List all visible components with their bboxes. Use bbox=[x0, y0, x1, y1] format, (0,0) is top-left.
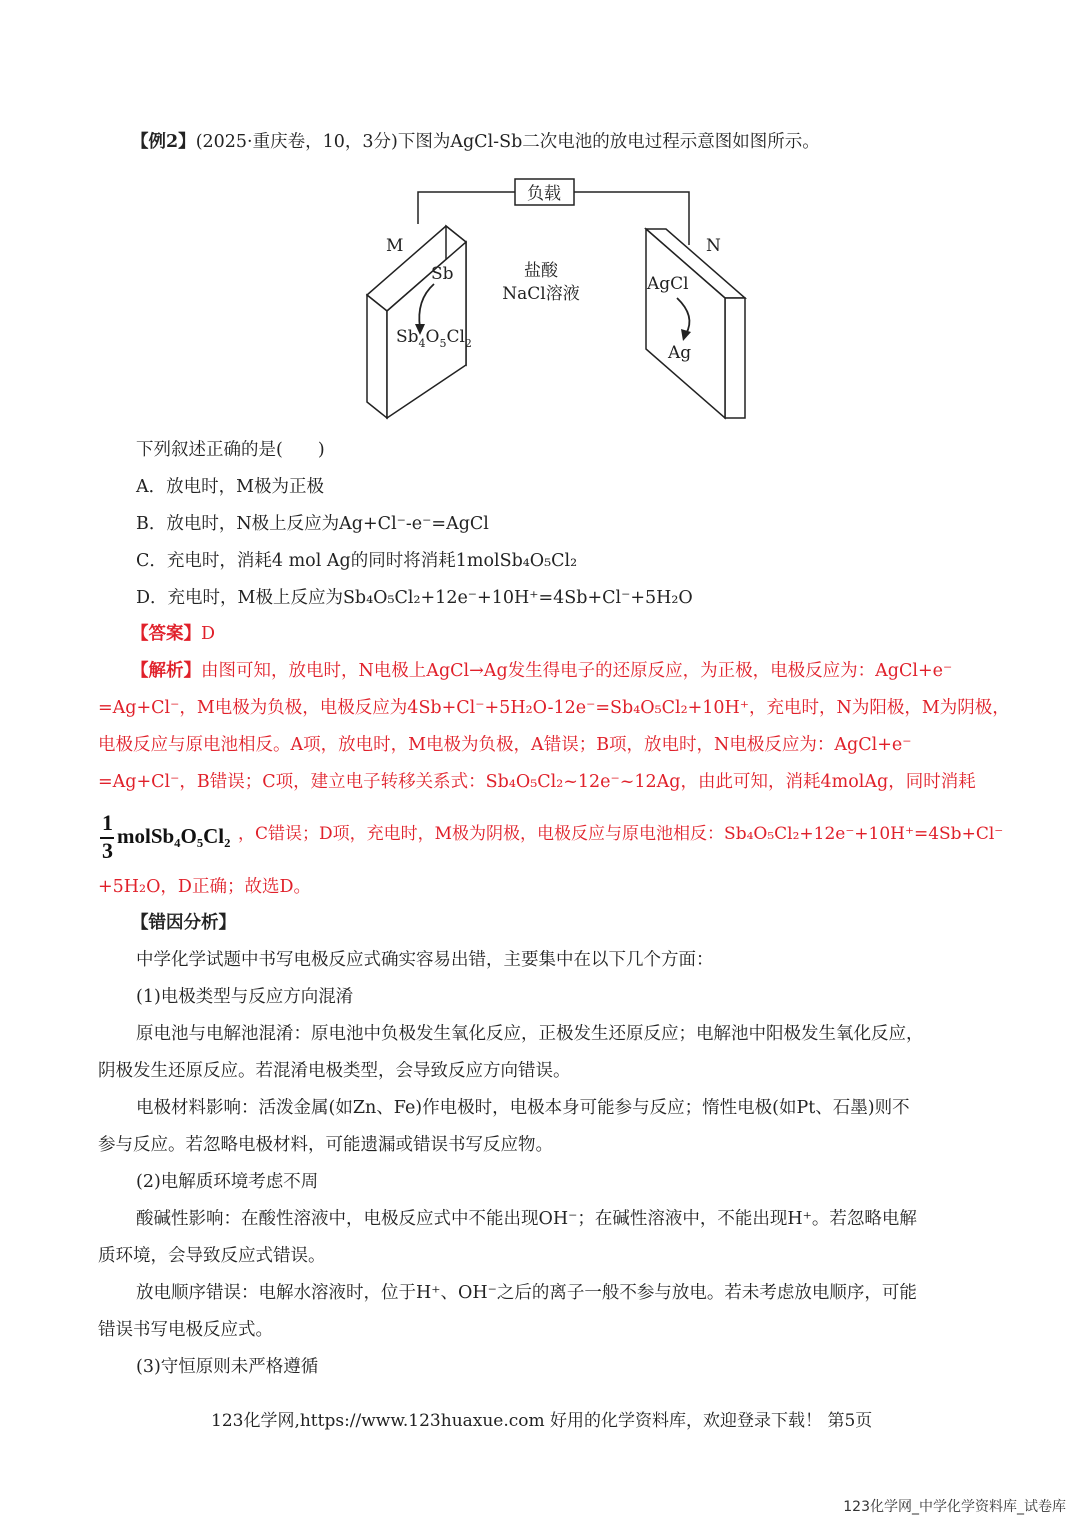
electrode-m bbox=[367, 226, 466, 418]
electrode-m-label: M bbox=[386, 236, 404, 256]
watermark: 123化学网_中学化学资料库_试卷库 bbox=[843, 1499, 1066, 1515]
battery-diagram bbox=[360, 172, 760, 424]
left-to-label: $Sb_4O_5Cl_2$ bbox=[396, 327, 472, 350]
answer-label: 【答案】 bbox=[131, 624, 201, 644]
option-c: C．充电时，消耗4 mol Ag的同时将消耗1molSb₄O₅Cl₂ bbox=[136, 551, 578, 571]
para-1-line-2: 阴极发生还原反应。若混淆电极类型，会导致反应方向错误。 bbox=[98, 1061, 571, 1081]
analysis-line-1: 【解析】由图可知，放电时，N电极上AgCl→Ag发生得电子的还原反应，为正极，电极反应为：AgCl+e⁻ bbox=[131, 661, 953, 681]
para-2-line-1: 电极材料影响：活泼金属(如Zn、Fe)作电极时，电极本身可能参与反应；惰性电极(如Pt、石墨)则不 bbox=[136, 1098, 910, 1118]
question-header bbox=[131, 130, 820, 154]
heading-2: (2)电解质环境考虑不周 bbox=[136, 1172, 319, 1192]
right-from-label: AgCl bbox=[647, 274, 689, 294]
left-from-label: Sb bbox=[431, 264, 454, 284]
page-footer: 123化学网,https://www.123huaxue.com 好用的化学资料库，欢迎登录下载！ 第5页 bbox=[211, 1411, 873, 1431]
electrode-n bbox=[646, 229, 745, 418]
electrode-n-label: N bbox=[706, 236, 721, 256]
para-3-line-2: 质环境，会导致反应式错误。 bbox=[98, 1246, 326, 1266]
heading-1: (1)电极类型与反应方向混淆 bbox=[136, 987, 354, 1007]
analysis-label: 【解析】 bbox=[131, 661, 201, 681]
fraction-substance: molSb₄O₅Cl₂ bbox=[117, 824, 231, 848]
para-2-line-2: 参与反应。若忽略电极材料，可能遗漏或错误书写反应物。 bbox=[98, 1135, 553, 1155]
example-tag: 【例2】 bbox=[131, 132, 196, 152]
analysis-line-5: ，C错误；D项，充电时，M极为阴极，电极反应与原电池相反：Sb₄O₅Cl₂+12e⁻+10H⁺=4Sb+Cl⁻ bbox=[238, 824, 1004, 844]
example-source: (2025·重庆卷，10，3分) bbox=[195, 132, 398, 152]
answer-value: D bbox=[201, 624, 216, 644]
option-b: B．放电时，N极上反应为Ag+Cl⁻-e⁻=AgCl bbox=[136, 514, 489, 534]
para-1-line-1: 原电池与电解池混淆：原电池中负极发生氧化反应，正极发生还原反应；电解池中阳极发生氧化反应， bbox=[136, 1024, 924, 1044]
error-analysis-intro: 中学化学试题中书写电极反应式确实容易出错，主要集中在以下几个方面： bbox=[136, 950, 714, 970]
analysis-line-3: 电极反应与原电池相反。A项，放电时，M电极为负极，A错误；B项，放电时，N电极反应为：AgCl+e⁻ bbox=[98, 735, 912, 755]
error-analysis-title: 【错因分析】 bbox=[131, 913, 236, 933]
load-label: 负载 bbox=[527, 184, 561, 204]
fraction-numerator: 1 bbox=[102, 810, 113, 835]
analysis-line-2: =Ag+Cl⁻，M电极为负极，电极反应为4Sb+Cl⁻+5H₂O-12e⁻=Sb₄O₅Cl₂+10H⁺，充电时，N为阳极，M为阴极， bbox=[98, 698, 1010, 718]
right-to-label: Ag bbox=[668, 343, 692, 363]
option-a: A．放电时，M极为正极 bbox=[136, 477, 325, 497]
electrolyte-hcl: 盐酸 bbox=[524, 261, 558, 281]
question-stem: 下列叙述正确的是( ) bbox=[136, 440, 325, 460]
electrolyte-nacl: NaCl溶液 bbox=[502, 284, 580, 304]
example-question: 下图为AgCl-Sb二次电池的放电过程示意图如图所示。 bbox=[397, 132, 820, 152]
answer bbox=[131, 622, 215, 646]
analysis-line-6: +5H₂O，D正确；故选D。 bbox=[98, 877, 311, 897]
para-4-line-1: 放电顺序错误：电解水溶液时，位于H⁺、OH⁻之后的离子一般不参与放电。若未考虑放电顺序，可能 bbox=[136, 1283, 917, 1303]
para-3-line-1: 酸碱性影响：在酸性溶液中，电极反应式中不能出现OH⁻；在碱性溶液中，不能出现H⁺。若忽略电解 bbox=[136, 1209, 917, 1229]
fraction-denominator: 3 bbox=[102, 838, 113, 863]
heading-3: (3)守恒原则未严格遵循 bbox=[136, 1357, 319, 1377]
option-d: D．充电时，M极上反应为Sb₄O₅Cl₂+12e⁻+10H⁺=4Sb+Cl⁻+5H₂O bbox=[136, 588, 693, 608]
analysis-line-4: =Ag+Cl⁻，B错误；C项，建立电子转移关系式：Sb₄O₅Cl₂~12e⁻~12Ag，由此可知，消耗4molAg，同时消耗 bbox=[98, 772, 976, 792]
para-4-line-2: 错误书写电极反应式。 bbox=[98, 1320, 273, 1340]
